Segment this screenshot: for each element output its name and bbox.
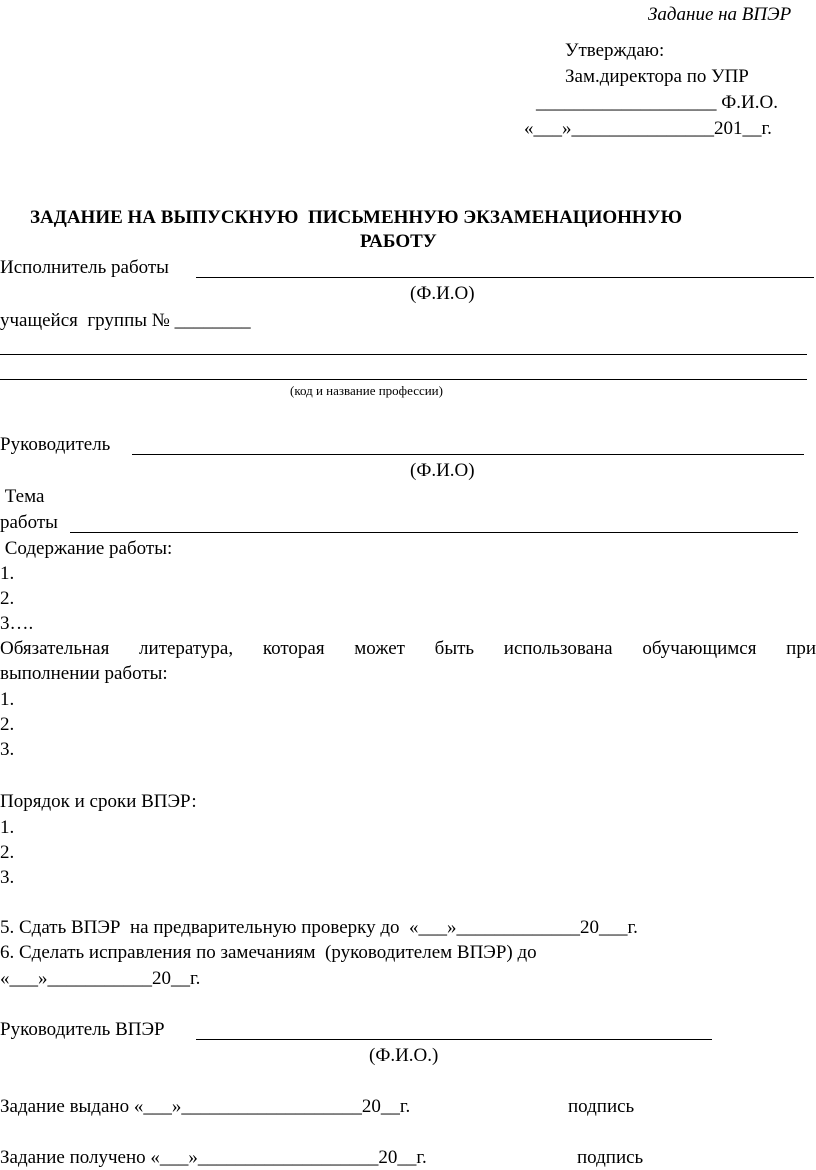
literature-item-1: 1. [0,689,15,710]
content-heading: Содержание работы: [0,538,173,559]
document-title-line1: ЗАДАНИЕ НА ВЫПУСКНУЮ ПИСЬМЕННУЮ ЭКЗАМЕНАЦИОННУЮ [30,207,683,228]
profession-line-1 [0,354,807,355]
topic-label-line2: работы [0,512,58,533]
task-issued-signature: подпись [568,1096,635,1117]
footer-supervisor-label: Руководитель ВПЭР [0,1019,165,1040]
literature-line2: выполнении работы: [0,663,168,684]
executor-fio-hint: (Ф.И.О) [410,283,475,304]
schedule-item-1: 1. [0,817,15,838]
supervisor-underline [132,454,804,455]
literature-line1: Обязательная литература, которая может быть использована обучающимся при [0,638,816,659]
schedule-item-3: 3. [0,867,15,888]
content-item-2: 2. [0,588,15,609]
supervisor-fio-hint: (Ф.И.О) [410,460,475,481]
topic-underline [70,532,798,533]
schedule-heading: Порядок и сроки ВПЭР: [0,791,197,812]
document-title-line2: РАБОТУ [360,231,437,252]
approver-position: Зам.директора по УПР [565,66,749,87]
task-received-line: Задание получено «___»___________________20__г. [0,1147,427,1168]
task-issued-line: Задание выдано «___»___________________20__г. [0,1096,411,1117]
schedule-item-6-line2: «___»___________20__г. [0,968,201,989]
literature-item-2: 2. [0,714,15,735]
supervisor-label: Руководитель [0,434,111,455]
document-label: Задание на ВПЭР [648,4,792,25]
executor-underline [196,277,814,278]
approval-date-line: «___»_______________201__г. [524,118,772,139]
schedule-item-5: 5. Сдать ВПЭР на предварительную проверку до «___»_____________20___г. [0,917,638,938]
schedule-item-6-line1: 6. Сделать исправления по замечаниям (руководителем ВПЭР) до [0,942,537,963]
content-item-1: 1. [0,563,15,584]
footer-fio-hint: (Ф.И.О.) [369,1045,439,1066]
executor-label: Исполнитель работы [0,257,169,278]
profession-hint: (код и название профессии) [290,383,443,398]
content-item-3: 3…. [0,613,34,634]
group-number-line: учащейся группы № ________ [0,310,251,331]
literature-item-3: 3. [0,739,15,760]
schedule-item-2: 2. [0,842,15,863]
task-received-signature: подпись [577,1147,644,1168]
topic-label-line1: Тема [0,486,45,507]
footer-supervisor-underline [196,1039,712,1040]
approver-fio-line: ___________________ Ф.И.О. [536,92,778,113]
approve-label: Утверждаю: [565,40,665,61]
